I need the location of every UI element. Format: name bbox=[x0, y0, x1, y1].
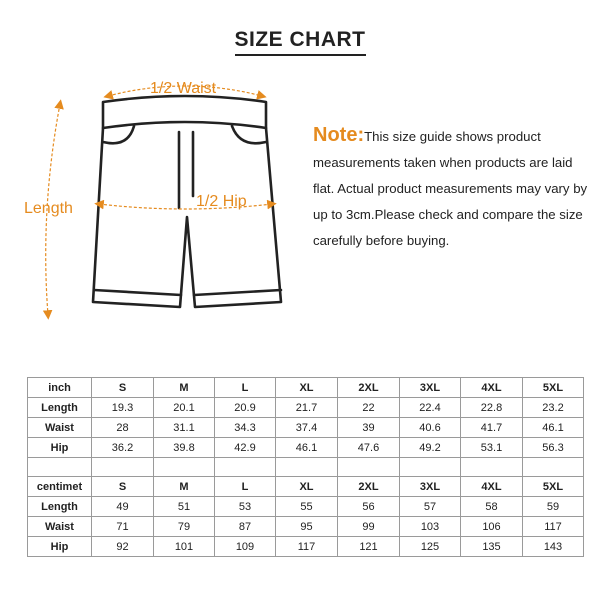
table-cell: 58 bbox=[461, 497, 523, 517]
table-cell: 87 bbox=[215, 517, 276, 537]
size-header: 3XL bbox=[400, 477, 461, 497]
table-cell: 103 bbox=[400, 517, 461, 537]
table-cell: 56 bbox=[338, 497, 400, 517]
empty-cell bbox=[523, 458, 584, 477]
table-cell: 53 bbox=[215, 497, 276, 517]
table-cell: 121 bbox=[338, 537, 400, 557]
table-row bbox=[28, 537, 584, 557]
table-cell: 99 bbox=[338, 517, 400, 537]
table-cell: 49.2 bbox=[400, 438, 461, 458]
unit-label: inch bbox=[28, 378, 92, 398]
empty-cell bbox=[154, 458, 215, 477]
table-cell: 53.1 bbox=[461, 438, 523, 458]
table-row bbox=[28, 517, 584, 537]
table-cell: 47.6 bbox=[338, 438, 400, 458]
table-cell: 19.3 bbox=[92, 398, 154, 418]
waist-label: 1/2 Waist bbox=[150, 80, 217, 97]
table-row bbox=[28, 438, 584, 458]
table-cell: 21.7 bbox=[276, 398, 338, 418]
table-cell: 95 bbox=[276, 517, 338, 537]
table-cell: 59 bbox=[523, 497, 584, 517]
empty-cell bbox=[92, 458, 154, 477]
length-label: Length bbox=[24, 200, 73, 217]
row-label: Waist bbox=[28, 517, 92, 537]
size-header: L bbox=[215, 477, 276, 497]
table-cell: 34.3 bbox=[215, 418, 276, 438]
table-cell: 37.4 bbox=[276, 418, 338, 438]
note-block bbox=[313, 122, 593, 254]
row-label: Length bbox=[28, 398, 92, 418]
empty-cell bbox=[276, 458, 338, 477]
table-cell: 36.2 bbox=[92, 438, 154, 458]
table-cell: 101 bbox=[154, 537, 215, 557]
table-cell: 51 bbox=[154, 497, 215, 517]
row-label: Waist bbox=[28, 418, 92, 438]
table-cell: 46.1 bbox=[276, 438, 338, 458]
table-cell: 56.3 bbox=[523, 438, 584, 458]
row-label: Hip bbox=[28, 537, 92, 557]
size-header: S bbox=[92, 378, 154, 398]
table-cell: 117 bbox=[523, 517, 584, 537]
table-row bbox=[28, 497, 584, 517]
note-text: This size guide shows product measurements taken when products are laid flat. Actual product measurements may vary by up to 3cm.Please check and compare the size carefully before buying. bbox=[313, 129, 588, 248]
table-cell: 46.1 bbox=[523, 418, 584, 438]
size-header: 3XL bbox=[400, 378, 461, 398]
empty-cell bbox=[461, 458, 523, 477]
size-header: L bbox=[215, 378, 276, 398]
table-cell: 23.2 bbox=[523, 398, 584, 418]
table-cell: 39.8 bbox=[154, 438, 215, 458]
size-header: 5XL bbox=[523, 477, 584, 497]
size-header: 2XL bbox=[338, 477, 400, 497]
inch-size-table bbox=[27, 377, 584, 477]
table-cell: 22.8 bbox=[461, 398, 523, 418]
table-cell: 22.4 bbox=[400, 398, 461, 418]
table-cell: 57 bbox=[400, 497, 461, 517]
size-header: 5XL bbox=[523, 378, 584, 398]
empty-cell bbox=[400, 458, 461, 477]
table-cell: 49 bbox=[92, 497, 154, 517]
blank-separator-row bbox=[28, 458, 584, 477]
table-cell: 20.1 bbox=[154, 398, 215, 418]
table-cell: 28 bbox=[92, 418, 154, 438]
shorts-diagram bbox=[0, 60, 300, 340]
table-cell: 42.9 bbox=[215, 438, 276, 458]
row-label: Length bbox=[28, 497, 92, 517]
note-label: Note: bbox=[313, 124, 365, 146]
table-row bbox=[28, 418, 584, 438]
table-row bbox=[28, 398, 584, 418]
row-label: Hip bbox=[28, 438, 92, 458]
table-cell: 106 bbox=[461, 517, 523, 537]
table-cell: 20.9 bbox=[215, 398, 276, 418]
size-header: 4XL bbox=[461, 378, 523, 398]
empty-cell bbox=[28, 458, 92, 477]
table-cell: 71 bbox=[92, 517, 154, 537]
table-cell: 40.6 bbox=[400, 418, 461, 438]
table-header-row bbox=[28, 477, 584, 497]
table-cell: 143 bbox=[523, 537, 584, 557]
table-header-row bbox=[28, 378, 584, 398]
table-cell: 125 bbox=[400, 537, 461, 557]
table-cell: 135 bbox=[461, 537, 523, 557]
table-cell: 79 bbox=[154, 517, 215, 537]
table-cell: 39 bbox=[338, 418, 400, 438]
size-header: M bbox=[154, 378, 215, 398]
size-header: XL bbox=[276, 378, 338, 398]
cm-size-table bbox=[27, 476, 584, 557]
hip-label: 1/2 Hip bbox=[196, 193, 247, 210]
table-cell: 41.7 bbox=[461, 418, 523, 438]
unit-label: centimet bbox=[28, 477, 92, 497]
table-cell: 109 bbox=[215, 537, 276, 557]
empty-cell bbox=[338, 458, 400, 477]
page-title: SIZE CHART bbox=[0, 28, 600, 56]
table-cell: 22 bbox=[338, 398, 400, 418]
size-header: 4XL bbox=[461, 477, 523, 497]
empty-cell bbox=[215, 458, 276, 477]
size-header: S bbox=[92, 477, 154, 497]
size-header: M bbox=[154, 477, 215, 497]
size-header: XL bbox=[276, 477, 338, 497]
table-cell: 117 bbox=[276, 537, 338, 557]
size-header: 2XL bbox=[338, 378, 400, 398]
table-cell: 55 bbox=[276, 497, 338, 517]
table-cell: 92 bbox=[92, 537, 154, 557]
table-cell: 31.1 bbox=[154, 418, 215, 438]
